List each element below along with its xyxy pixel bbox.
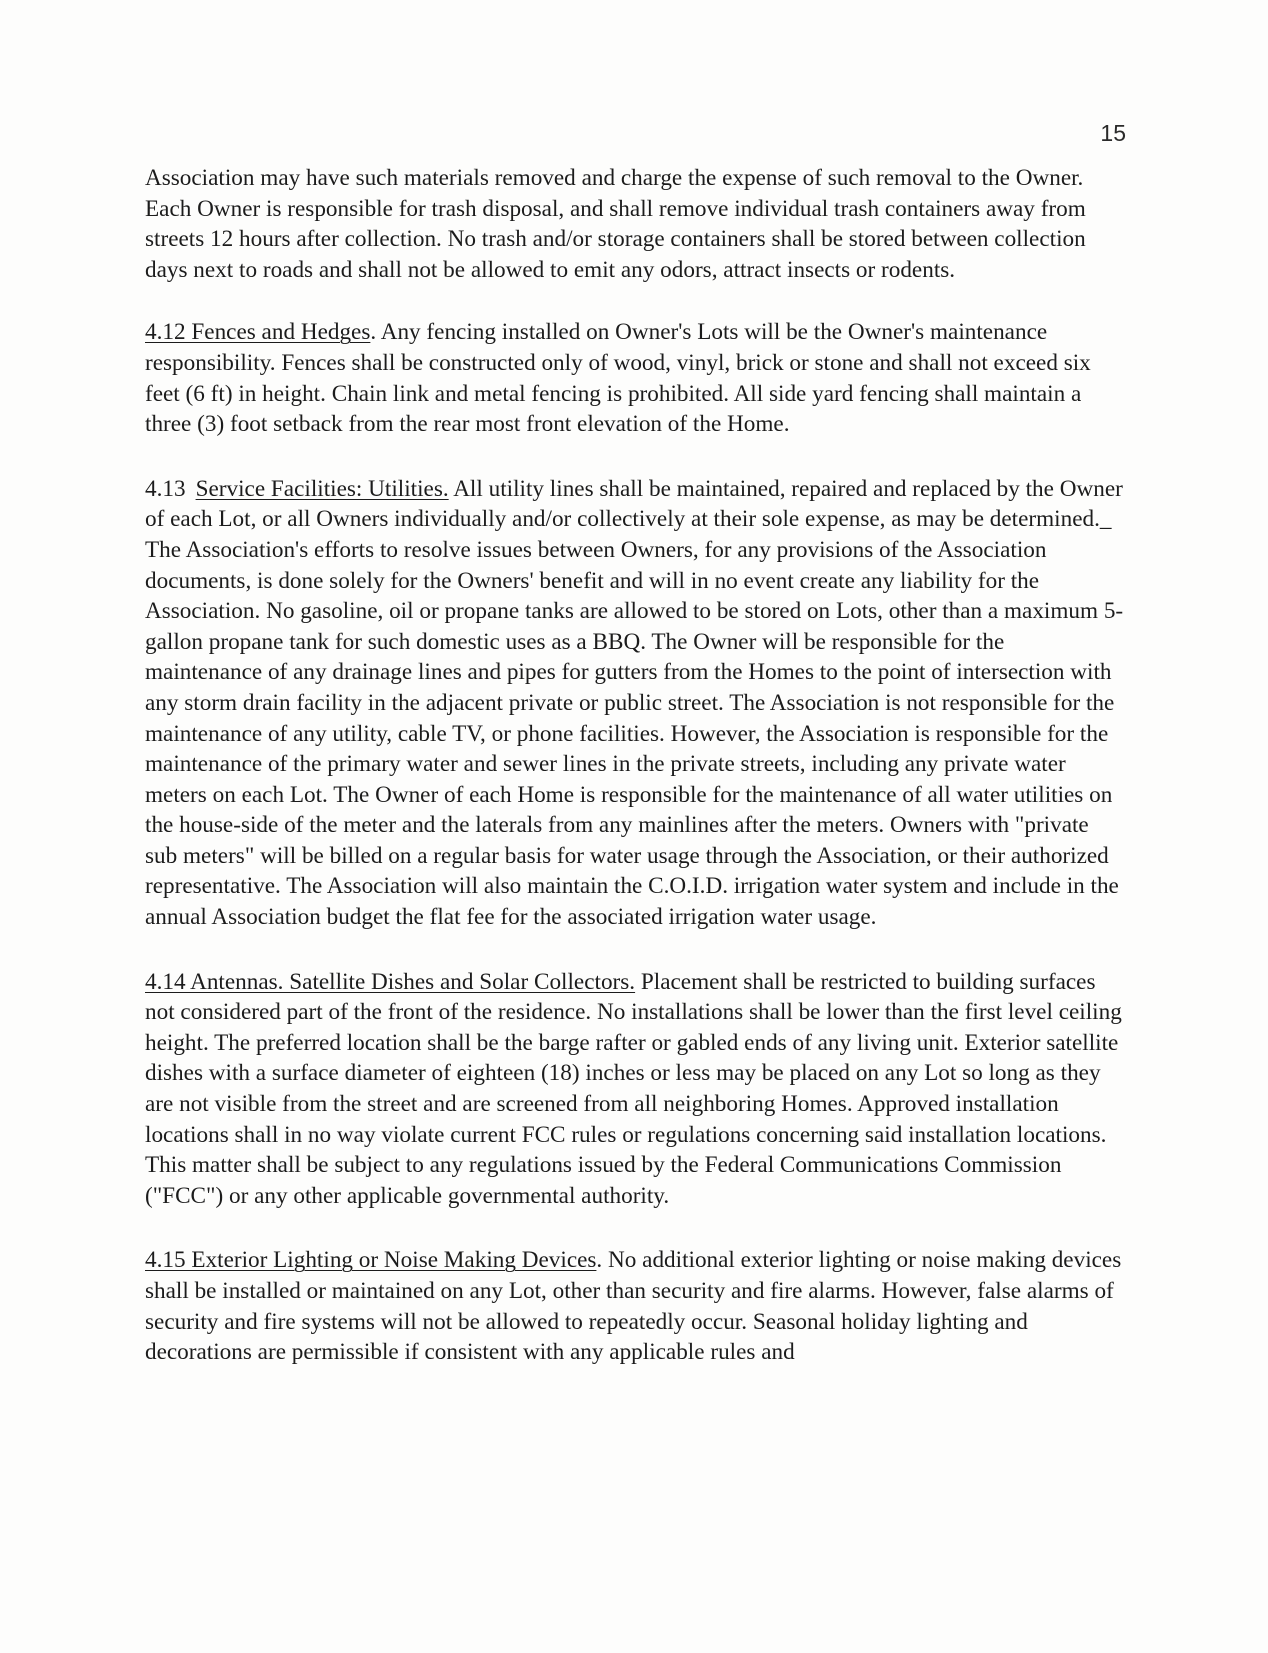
section-heading: 4.14 Antennas. Satellite Dishes and Solar Collectors.	[145, 968, 636, 995]
section-4-15-exterior-lighting	[145, 1245, 1125, 1367]
page-number: 15	[1100, 120, 1126, 146]
section-text: . Any fencing installed on Owner's Lots will be the Owner's maintenance responsibility. Fences shall be constructed only of wood, vinyl, brick or stone and shall not exceed six feet (6 ft) in height. Chain link and metal fencing is prohibited. All side yard fencing shall maintain a three (3) foot setback from the rear most front elevation of the Home.	[145, 319, 1091, 438]
paragraph-continuation	[145, 163, 1125, 285]
section-number: 4.13	[145, 475, 186, 502]
section-4-14-antennas	[145, 967, 1125, 1212]
section-text: Placement shall be restricted to building surfaces not considered part of the front of the residence. No installations shall be lower than the first level ceiling height. The preferred location shall be the barge rafter or gabled ends of any living unit. Exterior satellite dishes with a surface diameter of eighteen (18) inches or less may be placed on any Lot so long as they are not visible from the street and are screened from all neighboring Homes. Approved installation locations shall in no way violate current FCC rules or regulations concerning said installation locations. This matter shall be subject to any regulations issued by the Federal Communications Commission ("FCC") or any other applicable governmental authority.	[145, 968, 1122, 1209]
section-text: All utility lines shall be maintained, repaired and replaced by the Owner of each Lot, or all Owners individually and/or collectively at their sole expense, as may be determined._ The Association's efforts to resolve issues between Owners, for any provisions of the Association documents, is done solely for the Owners' benefit and will in no event create any liability for the Association. No gasoline, oil or propane tanks are allowed to be stored on Lots, other than a maximum 5-gallon propane tank for such domestic uses as a BBQ. The Owner will be responsible for the maintenance of any drainage lines and pipes for gutters from the Homes to the point of intersection with any storm drain facility in the adjacent private or public street. The Association is not responsible for the maintenance of any utility, cable TV, or phone facilities. However, the Association is responsible for the maintenance of the primary water and sewer lines in the private streets, including any private water meters on each Lot. The Owner of each Home is responsible for the maintenance of all water utilities on the house-side of the meter and the laterals from any mainlines after the meters. Owners with "private sub meters" will be billed on a regular basis for water usage through the Association, or their authorized representative. The Association will also maintain the C.O.I.D. irrigation water system and include in the annual Association budget the flat fee for the associated irrigation water usage.	[145, 475, 1124, 931]
section-4-13-service-facilities	[145, 474, 1125, 933]
section-heading: 4.15 Exterior Lighting or Noise Making Devices	[145, 1247, 597, 1274]
document-body	[145, 163, 1125, 1402]
section-heading: Service Facilities: Utilities.	[195, 475, 449, 502]
section-heading: 4.12 Fences and Hedges	[145, 319, 371, 346]
paragraph-text: Association may have such materials removed and charge the expense of such removal to the Owner. Each Owner is responsible for trash disposal, and shall remove individual trash containers away from streets 12 hours after collection. No trash and/or storage containers shall be stored between collection days next to roads and shall not be allowed to emit any odors, attract insects or rodents.	[145, 165, 1086, 283]
section-4-12-fences-and-hedges	[145, 317, 1125, 439]
section-text: . No additional exterior lighting or noise making devices shall be installed or maintained on any Lot, other than security and fire alarms. However, false alarms of security and fire systems will not be allowed to repeatedly occur. Seasonal holiday lighting and decorations are permissible if consistent with any applicable rules and	[145, 1247, 1122, 1366]
